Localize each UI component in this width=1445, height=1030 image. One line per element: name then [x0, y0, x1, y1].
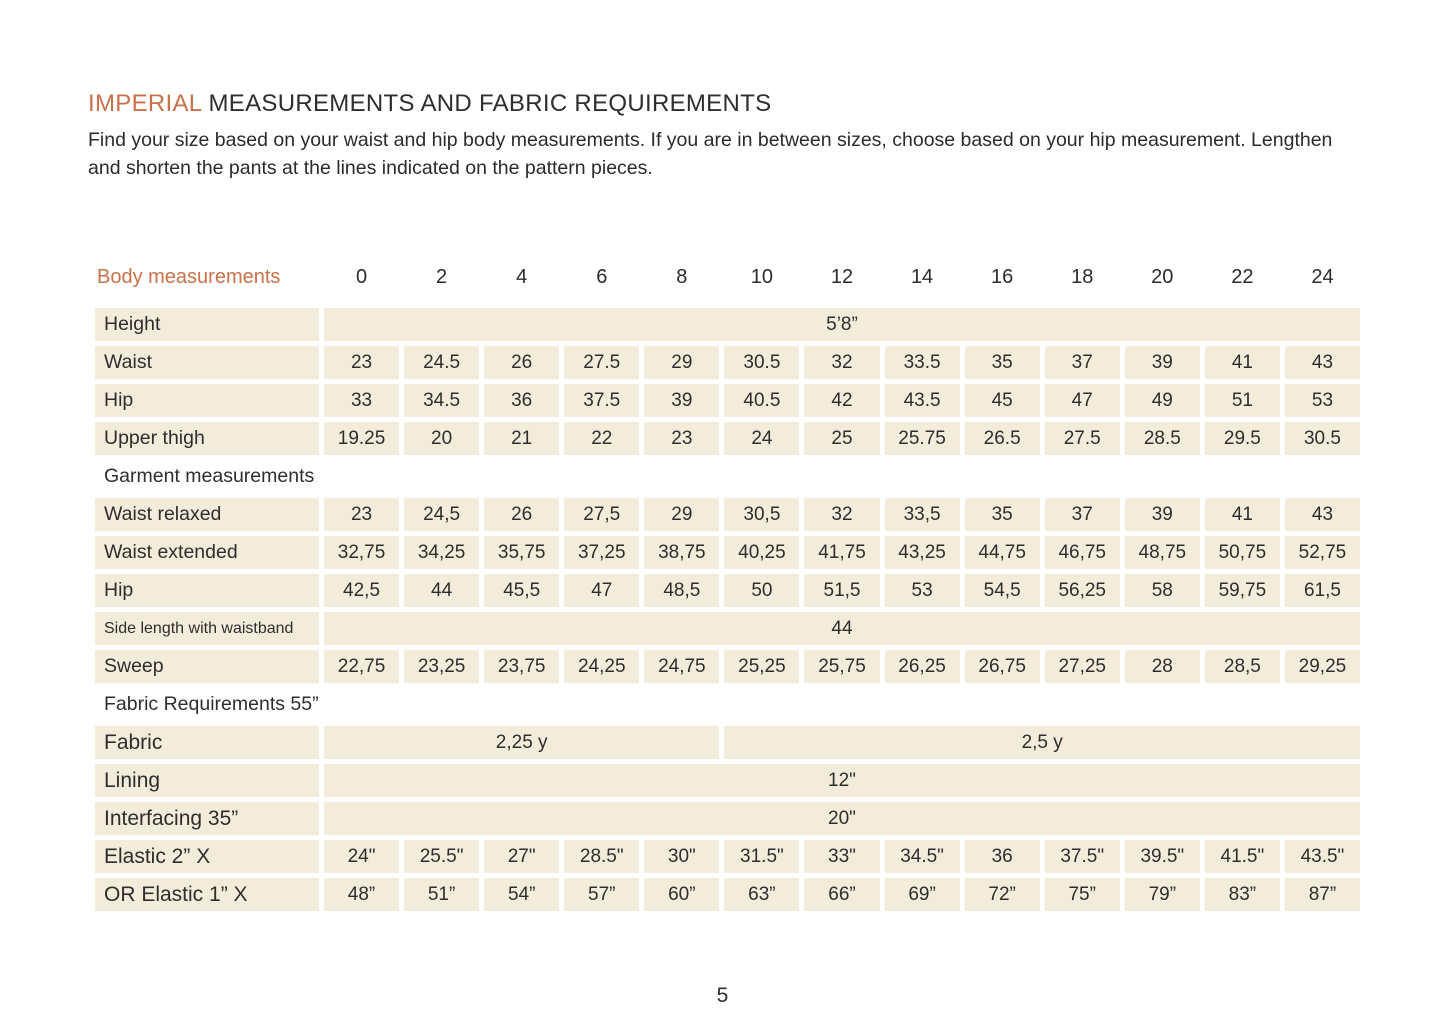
value-cell: 25.5": [404, 840, 479, 873]
value-cell: 27.5: [564, 346, 639, 379]
value-cell: 36: [484, 384, 559, 417]
value-cell: 35,75: [484, 536, 559, 569]
value-cell: 37.5: [564, 384, 639, 417]
value-cell: 34.5": [885, 840, 960, 873]
value-cell: 32,75: [324, 536, 399, 569]
title-rest: MEASUREMENTS AND FABRIC REQUIREMENTS: [201, 90, 772, 117]
value-cell: 42,5: [324, 574, 399, 607]
value-cell: 25,75: [804, 650, 879, 683]
value-cell: 21: [484, 422, 559, 455]
row-label: Fabric: [95, 726, 319, 759]
value-cell: 45,5: [484, 574, 559, 607]
table-row: [95, 612, 1360, 645]
table-row: [95, 878, 1360, 911]
value-cell: 53: [1285, 384, 1360, 417]
page-number: 5: [716, 984, 729, 1007]
table-row: [95, 308, 1360, 341]
size-header-cell: 2: [436, 265, 448, 288]
value-cell: 28.5": [564, 840, 639, 873]
size-header-cell: 20: [1151, 265, 1174, 288]
table-row: [95, 536, 1360, 569]
value-cell: 24.5: [404, 346, 479, 379]
value-cell: 54”: [484, 878, 559, 911]
value-cell: 30,5: [724, 498, 799, 531]
value-cell: 43.5": [1285, 840, 1360, 873]
table-row: [95, 346, 1360, 379]
table-row: [95, 764, 1360, 797]
span-cell: 12": [324, 764, 1360, 797]
value-cell: 26,75: [965, 650, 1040, 683]
value-cell: 32: [804, 346, 879, 379]
value-cell: 33": [804, 840, 879, 873]
value-cell: 43,25: [885, 536, 960, 569]
value-cell: 34,25: [404, 536, 479, 569]
value-cell: 44,75: [965, 536, 1040, 569]
value-cell: 34.5: [404, 384, 479, 417]
value-cell: 26.5: [965, 422, 1040, 455]
table-row: [95, 726, 1360, 759]
value-cell: 19.25: [324, 422, 399, 455]
row-label: Elastic 2” X: [95, 840, 319, 873]
value-cell: 41: [1205, 346, 1280, 379]
value-cell: 72”: [965, 878, 1040, 911]
value-cell: 42: [804, 384, 879, 417]
value-cell: 37: [1045, 346, 1120, 379]
value-cell: 23: [644, 422, 719, 455]
size-header-cell: 18: [1071, 265, 1094, 288]
intro-text: Find your size based on your waist and hip body measurements. If you are in between sizes, choose based on your hip measurement. Lengthen and shorten the pants at the lines indicated on the pattern pieces.: [88, 129, 1333, 179]
table-row: [95, 422, 1360, 455]
value-cell: 38,75: [644, 536, 719, 569]
value-cell: 29: [644, 346, 719, 379]
value-cell: 30.5: [1285, 422, 1360, 455]
table-header-label: Body measurements: [97, 265, 281, 288]
value-cell: 50: [724, 574, 799, 607]
value-cell: 28.5: [1125, 422, 1200, 455]
value-cell: 29: [644, 498, 719, 531]
value-cell: 61,5: [1285, 574, 1360, 607]
value-cell: 28: [1125, 650, 1200, 683]
value-cell: 52,75: [1285, 536, 1360, 569]
value-cell: 47: [1045, 384, 1120, 417]
title-highlight: IMPERIAL: [88, 90, 202, 117]
value-cell: 69”: [885, 878, 960, 911]
size-header-cell: 14: [910, 265, 934, 288]
value-cell: 23,75: [484, 650, 559, 683]
table-row: [95, 384, 1360, 417]
value-cell: 20: [404, 422, 479, 455]
row-label: Side length with waistband: [95, 612, 319, 645]
value-cell: 26: [484, 498, 559, 531]
value-cell: 53: [885, 574, 960, 607]
value-cell: 35: [965, 346, 1040, 379]
value-cell: 49: [1125, 384, 1200, 417]
table-header-row: [95, 260, 1360, 294]
row-label: Waist relaxed: [95, 498, 319, 531]
table-row: [95, 498, 1360, 531]
table-row: [95, 650, 1360, 683]
value-cell: 26: [484, 346, 559, 379]
span-cell: 44: [324, 612, 1360, 645]
value-cell: 40.5: [724, 384, 799, 417]
size-header-cell: 16: [991, 265, 1014, 288]
row-label: Sweep: [95, 650, 319, 683]
value-cell: 46,75: [1045, 536, 1120, 569]
value-cell: 24,5: [404, 498, 479, 531]
value-cell: 60”: [644, 878, 719, 911]
value-cell: 32: [804, 498, 879, 531]
value-cell: 41,75: [804, 536, 879, 569]
table-row: [95, 802, 1360, 835]
span-cell: 2,5 y: [724, 726, 1360, 759]
value-cell: 31.5": [724, 840, 799, 873]
value-cell: 40,25: [724, 536, 799, 569]
value-cell: 36: [965, 840, 1040, 873]
value-cell: 37.5": [1045, 840, 1120, 873]
value-cell: 33: [324, 384, 399, 417]
value-cell: 41: [1205, 498, 1280, 531]
value-cell: 22,75: [324, 650, 399, 683]
size-header-cell: 0: [355, 265, 368, 288]
value-cell: 51: [1205, 384, 1280, 417]
size-header-cell: 10: [750, 265, 774, 288]
value-cell: 37: [1045, 498, 1120, 531]
section-row-label: Garment measurements: [104, 465, 315, 487]
value-cell: 51,5: [804, 574, 879, 607]
value-cell: 29,25: [1285, 650, 1360, 683]
value-cell: 43.5: [885, 384, 960, 417]
value-cell: 66”: [804, 878, 879, 911]
value-cell: 45: [965, 384, 1040, 417]
value-cell: 33,5: [885, 498, 960, 531]
value-cell: 50,75: [1205, 536, 1280, 569]
value-cell: 58: [1125, 574, 1200, 607]
value-cell: 39.5": [1125, 840, 1200, 873]
size-header-cell: 24: [1311, 265, 1334, 288]
row-label: Height: [95, 308, 319, 341]
value-cell: 41.5": [1205, 840, 1280, 873]
value-cell: 48”: [324, 878, 399, 911]
row-label: Waist extended: [95, 536, 319, 569]
value-cell: 39: [1125, 346, 1200, 379]
size-header-cell: 8: [676, 265, 688, 288]
value-cell: 27,5: [564, 498, 639, 531]
value-cell: 59,75: [1205, 574, 1280, 607]
value-cell: 23,25: [404, 650, 479, 683]
value-cell: 24,75: [644, 650, 719, 683]
value-cell: 27": [484, 840, 559, 873]
value-cell: 87”: [1285, 878, 1360, 911]
value-cell: 24,25: [564, 650, 639, 683]
value-cell: 25: [804, 422, 879, 455]
value-cell: 27.5: [1045, 422, 1120, 455]
size-header-cell: 12: [830, 265, 854, 288]
value-cell: 27,25: [1045, 650, 1120, 683]
value-cell: 23: [324, 346, 399, 379]
value-cell: 47: [564, 574, 639, 607]
value-cell: 24": [324, 840, 399, 873]
value-cell: 28,5: [1205, 650, 1280, 683]
value-cell: 63”: [724, 878, 799, 911]
value-cell: 57”: [564, 878, 639, 911]
row-label: Upper thigh: [95, 422, 319, 455]
row-label: Hip: [95, 384, 319, 417]
row-label: Waist: [95, 346, 319, 379]
table-row: [95, 840, 1360, 873]
value-cell: 54,5: [965, 574, 1040, 607]
value-cell: 48,75: [1125, 536, 1200, 569]
value-cell: 39: [644, 384, 719, 417]
value-cell: 56,25: [1045, 574, 1120, 607]
size-table: [95, 260, 1360, 911]
value-cell: 24: [724, 422, 799, 455]
row-label: Hip: [95, 574, 319, 607]
value-cell: 25,25: [724, 650, 799, 683]
table-row: [95, 574, 1360, 607]
value-cell: 22: [564, 422, 639, 455]
span-cell: 2,25 y: [324, 726, 719, 759]
value-cell: 48,5: [644, 574, 719, 607]
size-header-cell: 22: [1231, 265, 1254, 288]
value-cell: 39: [1125, 498, 1200, 531]
size-header-cell: 6: [596, 265, 608, 288]
value-cell: 43: [1285, 498, 1360, 531]
value-cell: 35: [965, 498, 1040, 531]
value-cell: 29.5: [1205, 422, 1280, 455]
value-cell: 33.5: [885, 346, 960, 379]
value-cell: 79”: [1125, 878, 1200, 911]
value-cell: 26,25: [885, 650, 960, 683]
size-header-cell: 4: [516, 265, 528, 288]
value-cell: 37,25: [564, 536, 639, 569]
row-label: OR Elastic 1” X: [95, 878, 319, 911]
value-cell: 30.5: [724, 346, 799, 379]
page-title: [88, 90, 1360, 118]
value-cell: 83”: [1205, 878, 1280, 911]
value-cell: 25.75: [885, 422, 960, 455]
value-cell: 75”: [1045, 878, 1120, 911]
row-label: Interfacing 35”: [95, 802, 319, 835]
section-row-label: Fabric Requirements 55”: [104, 693, 319, 715]
span-cell: 5’8”: [324, 308, 1360, 341]
value-cell: 23: [324, 498, 399, 531]
span-cell: 20": [324, 802, 1360, 835]
value-cell: 30": [644, 840, 719, 873]
value-cell: 43: [1285, 346, 1360, 379]
row-label: Lining: [95, 764, 319, 797]
value-cell: 51”: [404, 878, 479, 911]
value-cell: 44: [404, 574, 479, 607]
